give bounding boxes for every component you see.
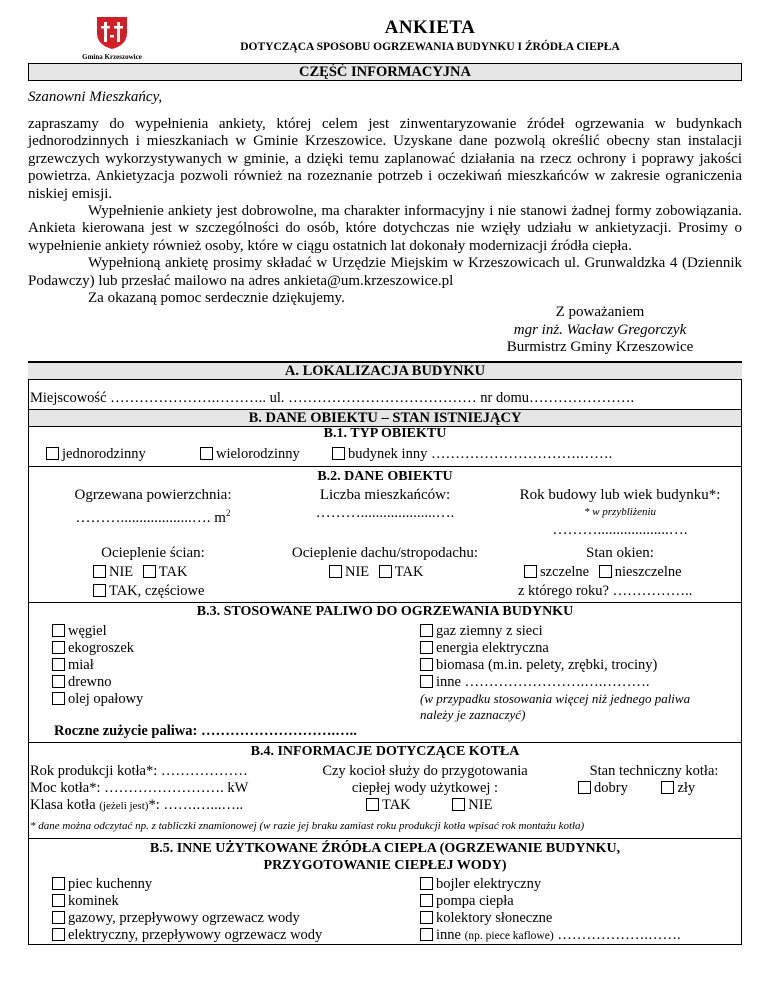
section-a-header [28,362,742,380]
walls-yes-checkbox[interactable] [143,565,156,578]
b1-option-1[interactable] [200,446,300,463]
b1-option-2[interactable] [332,446,612,463]
source-other-hint: (np. piece kaflowe) [464,930,554,942]
fuel-label: węgiel [68,623,107,639]
roof-options [329,564,423,581]
fuel-option[interactable] [52,674,112,691]
fuel-label: gaz ziemny z sieci [436,623,543,639]
page-title: ANKIETA [384,17,476,38]
windows-options [524,564,682,581]
windows-leaky-checkbox[interactable] [599,565,612,578]
boiler-class-dots: *: …….…...….. [148,797,244,813]
intro-text [28,116,742,307]
b4-title: B.4. INFORMACJE DOTYCZĄCE KOTŁA [250,744,520,759]
info-bar-label: CZĘŚĆ INFORMACYJNA [299,64,471,80]
checkbox[interactable] [420,675,433,688]
tech-bad-label: zły [677,780,696,796]
source-option[interactable] [52,927,322,944]
greeting: Szanowni Mieszkańcy, [28,89,163,105]
walls-partial-label: TAK, częściowe [109,583,205,599]
source-option[interactable] [52,910,300,927]
option-label: jednorodzinny [62,446,146,462]
b5-title-line-1: B.5. INNE UŻYTKOWANE ŹRÓDŁA CIEPŁA (OGRZEWANIE BUDYNKU, [149,841,621,856]
hot-water-question [300,763,550,797]
option-label: wielorodzinny [216,446,300,462]
area-unit-sup: 2 [225,508,231,518]
location-field[interactable]: Miejscowość ………………….……….. ul. ………………………………… nr domu…………………. [30,390,635,406]
checkbox[interactable] [420,877,433,890]
roof-no-checkbox[interactable] [329,565,342,578]
tech-state-label: Stan techniczny kotła: [589,763,719,779]
source-option[interactable] [52,893,119,910]
roof-yes-label: TAK [394,564,424,580]
checkbox[interactable] [52,692,65,705]
checkbox[interactable] [332,447,345,460]
checkbox[interactable] [52,911,65,924]
fuel-label: miał [68,657,94,673]
checkbox[interactable] [52,641,65,654]
source-label: elektryczny, przepływowy ogrzewacz wody [68,927,323,943]
source-label: kominek [68,893,119,909]
walls-options [93,564,187,581]
source-other-label: inne [436,927,461,943]
source-label: pompa ciepła [436,893,514,909]
roof-yes-checkbox[interactable] [379,565,392,578]
section-b-title: B. DANE OBIEKTU – STAN ISTNIEJĄCY [248,410,522,426]
page-subtitle: DOTYCZĄCA SPOSOBU OGRZEWANIA BUDYNKU I ŹRÓDŁA CIEPŁA [240,41,620,53]
section-b-header [28,409,742,427]
checkbox[interactable] [52,675,65,688]
boiler-class-label: Klasa kotła [30,797,96,813]
fuel-label: energia elektryczna [436,640,549,656]
source-option[interactable] [420,893,514,910]
checkbox[interactable] [420,658,433,671]
hot-water-no-label: NIE [468,797,493,813]
source-label: gazowy, przepływowy ogrzewacz wody [68,910,300,926]
source-other-dots: ……………….……. [557,927,681,943]
windows-year-field[interactable]: z którego roku? …………….. [518,583,693,599]
boiler-footnote: * dane można odczytać np. z tabliczki znamionowej (w razie jej braku zamiast roku produkcji kotła wpisać rok montażu kotła) [30,820,585,832]
b3-divider [28,742,742,743]
checkbox[interactable] [420,894,433,907]
checkbox[interactable] [46,447,59,460]
roof-label: Ocieplenie dachu/stropodachu: [291,545,479,561]
fuel-note: (w przypadku stosowania więcej niż jednego paliwa należy je zaznaczyć) [420,691,691,722]
intro-paragraph-4: Za okazaną pomoc serdecznie dziękujemy. [88,290,345,307]
b2-title: B.2. DANE OBIEKTU [317,469,453,484]
fuel-option[interactable] [420,657,657,674]
source-option[interactable] [420,910,552,927]
fuel-option[interactable] [52,640,134,657]
residents-label: Liczba mieszkańców: [319,487,451,503]
walls-no-label: NIE [109,564,134,580]
fuel-label: ekogroszek [68,640,135,656]
fuel-label: biomasa (m.in. pelety, zrębki, trociny) [436,657,658,673]
walls-label: Ocieplenie ścian: [101,545,205,561]
fuel-option[interactable] [52,657,94,674]
hot-water-question-line-2: ciepłej wody użytkowej : [351,780,499,796]
fuel-label: inne …………………….….………. [436,674,650,690]
b1-divider [28,466,742,467]
area-label: Ogrzewana powierzchnia: [74,487,232,503]
area-dots: ………...................…. m [75,510,226,526]
logo [92,15,132,51]
walls-no-checkbox[interactable] [93,565,106,578]
windows-tight-checkbox[interactable] [524,565,537,578]
walls-yes-label: TAK [158,564,188,580]
tech-good-label: dobry [594,780,628,796]
b4-divider [28,838,742,839]
intro-paragraph-1: zapraszamy do wypełnienia ankiety, której celem jest zinwentaryzowanie źródeł ogrzewania w budynkach jednorodzinnych i mieszkaniach w Gminie Krzeszowice. Uzyskane dane pozwolą określić obecny stan instalacji grzewczych wykorzystywanych w gminie, a dzięki temu zaplanować działania na rzecz ochrony i poprawy jakości powietrza. Ankietyzacja pozwoli również na rozeznanie potrzeb i oczekiwań mieszkańców w zakresie ograniczenia niskiej emisji. [28,116,742,202]
b5-title-line-2: PRZYGOTOWANIE CIEPŁEJ WODY) [263,858,507,873]
fuel-label: olej opałowy [68,691,144,707]
checkbox[interactable] [420,641,433,654]
checkbox[interactable] [420,911,433,924]
source-label: piec kuchenny [68,876,153,892]
fuel-option[interactable] [52,623,107,640]
walls-partial-option [93,583,204,600]
windows-tight-label: szczelne [540,564,590,580]
logo-caption: Gmina Krzeszowice [82,53,142,61]
boiler-class-hint: (jeżeli jest) [99,800,149,812]
walls-partial-checkbox[interactable] [93,584,106,597]
checkbox[interactable] [52,877,65,890]
hot-water-yes-label: TAK [382,797,411,813]
residents-field[interactable]: ………....................…. [315,505,455,521]
boiler-year-field[interactable]: Rok produkcji kotła*: ……………… [30,763,248,779]
fuel-option[interactable] [420,623,543,640]
signature-role: Burmistrz Gminy Krzeszowice [506,339,694,355]
b3-title: B.3. STOSOWANE PALIWO DO OGRZEWANIA BUDYNKU [196,604,574,619]
b1-title: B.1. TYP OBIEKTU [323,426,447,441]
coat-of-arms-icon [92,15,132,51]
checkbox[interactable] [52,624,65,637]
b2-divider [28,602,742,603]
year-label: Rok budowy lub wiek budynku*: [519,487,721,503]
checkbox[interactable] [200,447,213,460]
source-label: bojler elektryczny [436,876,542,892]
windows-label: Stan okien: [586,545,654,561]
checkbox[interactable] [52,894,65,907]
tech-state-options [578,780,695,797]
roof-no-label: NIE [345,564,370,580]
tech-bad-checkbox[interactable] [661,781,674,794]
info-bar [28,63,742,81]
intro-paragraph-3: Wypełnioną ankietę prosimy składać w Urzędzie Miejskim w Krzeszowicach ul. Grunwaldzka 4 (Dziennik Podawczy) lub przesłać mailowo na adres ankieta@um.krzeszowice.pl [28,255,742,289]
hot-water-question-line-1: Czy kocioł służy do przygotowania [322,763,528,779]
year-field[interactable]: ………...................…. [552,522,688,538]
annual-usage-field[interactable]: Roczne zużycie paliwa: ……………………….….. [54,723,357,739]
checkbox[interactable] [420,624,433,637]
intro-paragraph-2: Wypełnienie ankiety jest dobrowolne, ma charakter informacyjny i nie stanowi żadnej formy zobowiązania. Ankieta kierowana jest w szczególności do osób, które dotychczas nie wzięły udziału w ankietyzacji. Prosimy o wypełnienie ankiety również osoby, które w ciągu ostatnich lat dokonały modernizacji źródła ciepła. [28,203,742,254]
source-option[interactable] [420,876,541,893]
boiler-power-field[interactable]: Moc kotła*: ……………………. kW [30,780,249,796]
b1-option-0[interactable] [46,446,146,463]
section-a-title: A. LOKALIZACJA BUDYNKU [284,363,486,379]
boiler-class-field[interactable] [30,797,243,815]
b5-title [28,840,742,874]
fuel-label: drewno [68,674,112,690]
fuel-option[interactable] [52,691,143,708]
signature-name: mgr inż. Wacław Gregorczyk [513,322,687,338]
year-hint: * w przybliżeniu [583,506,657,518]
windows-leaky-label: nieszczelne [614,564,682,580]
source-option[interactable] [52,876,152,893]
area-field[interactable] [48,505,258,528]
checkbox[interactable] [52,928,65,941]
source-label: kolektory słoneczne [436,910,553,926]
hot-water-yes-checkbox[interactable] [366,798,379,811]
source-option-other[interactable] [420,927,681,945]
checkbox[interactable] [420,928,433,941]
option-label: budynek inny ………………………….……. [348,446,613,462]
hot-water-options [366,797,492,814]
checkbox[interactable] [52,658,65,671]
signature-regards: Z poważaniem [555,304,645,320]
fuel-option[interactable] [420,674,649,691]
hot-water-no-checkbox[interactable] [452,798,465,811]
tech-good-checkbox[interactable] [578,781,591,794]
fuel-option[interactable] [420,640,549,657]
